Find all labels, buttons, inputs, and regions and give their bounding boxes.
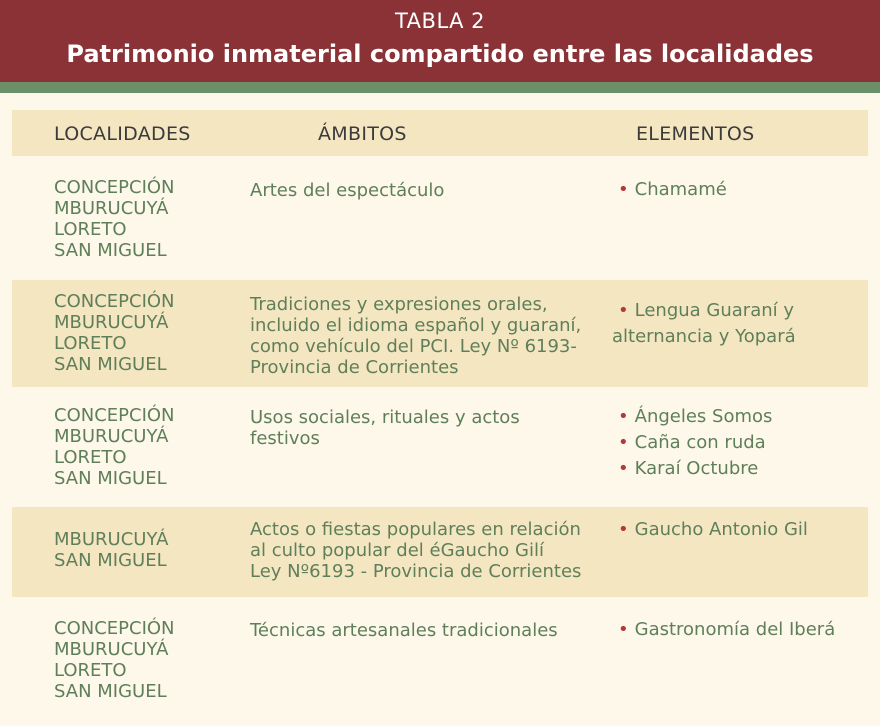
elemento-text: Chamamé: [634, 179, 727, 200]
localidad: SAN MIGUEL: [54, 240, 167, 261]
elemento-text: alternancia y Yopará: [612, 326, 796, 347]
bullet-icon: •: [618, 519, 629, 540]
elemento-text: Gaucho Antonio Gil: [634, 519, 808, 540]
localidad: SAN MIGUEL: [54, 468, 167, 489]
header-stripe: [0, 82, 880, 93]
localidades-cell: [54, 291, 244, 375]
elemento-item: [618, 430, 863, 456]
ambito-line: como vehículo del PCI. Ley Nº 6193-: [250, 336, 577, 357]
localidades-cell: [54, 618, 244, 702]
column-header-localidades: LOCALIDADES: [54, 123, 191, 145]
table-row: [12, 507, 868, 597]
column-header-elementos: ELEMENTOS: [636, 123, 755, 145]
table-row: [12, 156, 868, 280]
ambito-cell: [250, 407, 610, 449]
localidad: CONCEPCIÓN: [54, 618, 175, 639]
elemento-item-continued: [612, 325, 863, 349]
elementos-cell: [618, 617, 863, 643]
ambito-line: Usos sociales, rituales y actos: [250, 407, 520, 428]
ambito-line: Provincia de Corrientes: [250, 357, 459, 378]
localidad: LORETO: [54, 333, 127, 354]
bullet-icon: •: [618, 179, 629, 200]
bullet-icon: •: [618, 619, 629, 640]
elemento-item: [618, 617, 863, 643]
ambito-line: Actos o fiestas populares en relación: [250, 519, 581, 540]
elemento-text: Karaí Octubre: [634, 458, 759, 479]
elementos-cell: [618, 177, 863, 203]
localidad: MBURUCUYÁ: [54, 198, 169, 219]
localidades-cell: [54, 529, 244, 571]
ambito-line: Ley Nº6193 - Provincia de Corrientes: [250, 561, 582, 582]
localidad: LORETO: [54, 219, 127, 240]
table-row: [12, 597, 868, 717]
ambito-line: al culto popular del éGaucho Gilí: [250, 540, 544, 561]
localidad: LORETO: [54, 660, 127, 681]
bullet-icon: •: [618, 300, 629, 321]
table-row: [12, 280, 868, 387]
localidad: MBURUCUYÁ: [54, 312, 169, 333]
table-title: Patrimonio inmaterial compartido entre las localidades: [66, 40, 814, 68]
elemento-text: Ángeles Somos: [634, 406, 773, 427]
ambito-cell: [250, 180, 610, 201]
ambito-line: Técnicas artesanales tradicionales: [250, 620, 558, 641]
localidades-cell: [54, 177, 244, 261]
elemento-item: [618, 517, 863, 543]
elemento-text: Caña con ruda: [634, 432, 766, 453]
bullet-icon: •: [618, 432, 629, 453]
ambito-line: festivos: [250, 428, 320, 449]
localidades-cell: [54, 405, 244, 489]
bullet-icon: •: [618, 406, 629, 427]
localidad: SAN MIGUEL: [54, 681, 167, 702]
ambito-line: incluido el idioma español y guaraní,: [250, 315, 582, 336]
elemento-item: [618, 404, 863, 430]
ambito-cell: [250, 620, 610, 641]
elemento-item: [618, 299, 863, 323]
table-header-banner: [0, 0, 880, 82]
ambito-line: Tradiciones y expresiones orales,: [250, 294, 548, 315]
column-header-row: [12, 110, 868, 156]
ambito-line: Artes del espectáculo: [250, 180, 445, 201]
bullet-icon: •: [618, 458, 629, 479]
elementos-cell: [618, 517, 863, 543]
localidad: CONCEPCIÓN: [54, 177, 175, 198]
localidad: CONCEPCIÓN: [54, 291, 175, 312]
ambito-cell: [250, 294, 610, 378]
elemento-item: [618, 177, 863, 203]
column-header-ambitos: ÁMBITOS: [318, 123, 407, 145]
ambito-cell: [250, 519, 610, 582]
localidad: MBURUCUYÁ: [54, 529, 169, 550]
localidad: MBURUCUYÁ: [54, 639, 169, 660]
localidad: SAN MIGUEL: [54, 354, 167, 375]
elemento-text: Gastronomía del Iberá: [634, 619, 836, 640]
localidad: LORETO: [54, 447, 127, 468]
elemento-item: [618, 456, 863, 482]
localidad: SAN MIGUEL: [54, 550, 167, 571]
elemento-text: Lengua Guaraní y: [634, 300, 795, 321]
table-row: [12, 387, 868, 507]
elementos-cell: [618, 404, 863, 482]
localidad: CONCEPCIÓN: [54, 405, 175, 426]
elementos-cell: [612, 299, 863, 349]
localidad: MBURUCUYÁ: [54, 426, 169, 447]
table-label: TABLA 2: [394, 9, 486, 33]
